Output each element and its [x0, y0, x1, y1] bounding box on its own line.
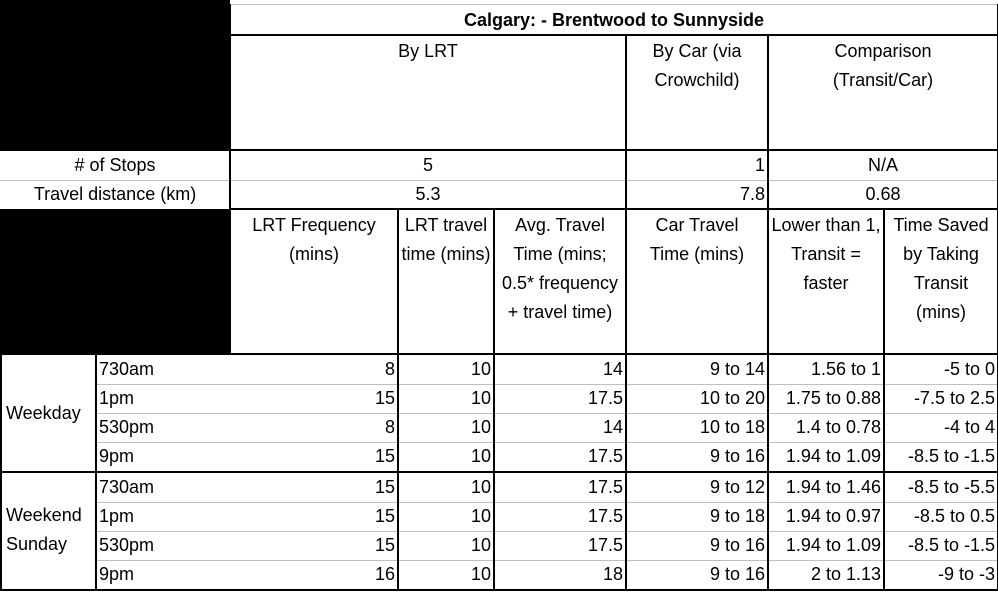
row-car-time[interactable]: 10 to 18: [699, 417, 765, 437]
row-car-time[interactable]: 10 to 20: [699, 388, 765, 408]
header-by-car[interactable]: By Car (via Crowchild): [652, 41, 742, 90]
row-time[interactable]: 530pm: [99, 535, 155, 555]
row-lrt-time[interactable]: 10: [470, 535, 491, 555]
row-car-time[interactable]: 9 to 18: [709, 506, 765, 526]
row-avg-time[interactable]: 17.5: [587, 477, 623, 497]
row-car-time[interactable]: 9 to 14: [709, 359, 765, 379]
row-avg-time[interactable]: 14: [602, 417, 623, 437]
row-ratio[interactable]: 1.94 to 1.09: [785, 446, 881, 466]
group-label-weekday[interactable]: Weekday: [6, 403, 81, 423]
row-frequency[interactable]: 15: [374, 388, 395, 408]
row-time-saved[interactable]: -4 to 4: [943, 417, 995, 437]
row-lrt-time[interactable]: 10: [470, 359, 491, 379]
row-lrt-time[interactable]: 10: [470, 417, 491, 437]
border: [0, 149, 998, 151]
row-ratio[interactable]: 1.56 to 1: [810, 359, 881, 379]
distance-car[interactable]: 7.8: [739, 184, 765, 204]
row-avg-time[interactable]: 14: [602, 359, 623, 379]
border: [493, 209, 495, 591]
header-by-lrt[interactable]: By LRT: [398, 41, 458, 61]
row-car-time[interactable]: 9 to 16: [709, 564, 765, 584]
col-car-travel-time[interactable]: Car Travel Time (mins): [649, 215, 745, 264]
row-car-time[interactable]: 9 to 16: [709, 535, 765, 555]
row-time-saved[interactable]: -9 to -3: [937, 564, 995, 584]
gridline: [96, 413, 998, 414]
row-ratio[interactable]: 1.94 to 1.46: [785, 477, 881, 497]
header-comparison[interactable]: Comparison (Transit/Car): [832, 41, 934, 90]
gridline: [0, 180, 998, 181]
row-frequency[interactable]: 16: [374, 564, 395, 584]
gridline: [96, 502, 998, 503]
col-time-saved[interactable]: Time Saved by Taking Transit (mins): [893, 215, 989, 322]
stops-lrt[interactable]: 5: [422, 155, 433, 175]
border: [0, 471, 998, 473]
stops-comparison[interactable]: N/A: [867, 155, 898, 175]
stops-label[interactable]: # of Stops: [74, 155, 156, 175]
row-time[interactable]: 730am: [99, 477, 155, 497]
row-frequency[interactable]: 15: [374, 446, 395, 466]
row-time-saved[interactable]: -5 to 0: [943, 359, 995, 379]
table-title[interactable]: Calgary: - Brentwood to Sunnyside: [463, 10, 765, 30]
row-time-saved[interactable]: -8.5 to -1.5: [907, 535, 995, 555]
row-time-saved[interactable]: -7.5 to 2.5: [913, 388, 995, 408]
distance-label[interactable]: Travel distance (km): [33, 184, 197, 204]
row-lrt-time[interactable]: 10: [470, 564, 491, 584]
distance-comparison[interactable]: 0.68: [865, 184, 901, 204]
col-avg-travel-time[interactable]: Avg. Travel Time (mins; 0.5* frequency + travel time): [501, 215, 619, 322]
border: [229, 4, 231, 354]
row-ratio[interactable]: 1.94 to 0.97: [785, 506, 881, 526]
gridline: [96, 560, 998, 561]
row-ratio[interactable]: 1.4 to 0.78: [795, 417, 881, 437]
row-lrt-time[interactable]: 10: [470, 477, 491, 497]
border: [0, 354, 2, 591]
border: [883, 209, 885, 591]
border: [230, 34, 998, 36]
border: [95, 354, 97, 591]
row-time[interactable]: 9pm: [99, 446, 135, 466]
border: [0, 353, 998, 355]
row-ratio[interactable]: 2 to 1.13: [810, 564, 881, 584]
gridline: [230, 4, 998, 5]
row-lrt-time[interactable]: 10: [470, 388, 491, 408]
row-time[interactable]: 730am: [99, 359, 155, 379]
border: [397, 209, 399, 591]
row-time[interactable]: 530pm: [99, 417, 155, 437]
row-avg-time[interactable]: 17.5: [587, 388, 623, 408]
distance-lrt[interactable]: 5.3: [415, 184, 441, 204]
row-avg-time[interactable]: 17.5: [587, 535, 623, 555]
gridline: [96, 531, 998, 532]
stops-car[interactable]: 1: [754, 155, 765, 175]
row-frequency[interactable]: 15: [374, 535, 395, 555]
row-time-saved[interactable]: -8.5 to 0.5: [913, 506, 995, 526]
row-time-saved[interactable]: -8.5 to -1.5: [907, 446, 995, 466]
row-time-saved[interactable]: -8.5 to -5.5: [907, 477, 995, 497]
border: [767, 35, 769, 591]
border: [0, 589, 998, 591]
row-lrt-time[interactable]: 10: [470, 446, 491, 466]
row-time[interactable]: 1pm: [99, 388, 135, 408]
gridline: [96, 384, 998, 385]
row-avg-time[interactable]: 17.5: [587, 506, 623, 526]
row-time[interactable]: 9pm: [99, 564, 135, 584]
gridline: [96, 442, 998, 443]
col-lrt-frequency[interactable]: LRT Frequency (mins): [252, 215, 376, 264]
row-car-time[interactable]: 9 to 12: [709, 477, 765, 497]
row-ratio[interactable]: 1.75 to 0.88: [785, 388, 881, 408]
black-fill-top-left: [0, 0, 230, 150]
row-frequency[interactable]: 8: [384, 417, 395, 437]
row-avg-time[interactable]: 17.5: [587, 446, 623, 466]
black-fill-middle-left: [0, 209, 230, 354]
border: [625, 35, 627, 591]
row-lrt-time[interactable]: 10: [470, 506, 491, 526]
row-frequency[interactable]: 8: [384, 359, 395, 379]
row-car-time[interactable]: 9 to 16: [709, 446, 765, 466]
row-avg-time[interactable]: 18: [602, 564, 623, 584]
col-lrt-travel-time[interactable]: LRT travel time (mins): [401, 215, 491, 264]
row-frequency[interactable]: 15: [374, 477, 395, 497]
group-label-weekend[interactable]: Weekend Sunday: [6, 505, 82, 554]
row-frequency[interactable]: 15: [374, 506, 395, 526]
col-ratio[interactable]: Lower than 1, Transit = faster: [771, 215, 881, 293]
row-ratio[interactable]: 1.94 to 1.09: [785, 535, 881, 555]
row-time[interactable]: 1pm: [99, 506, 135, 526]
